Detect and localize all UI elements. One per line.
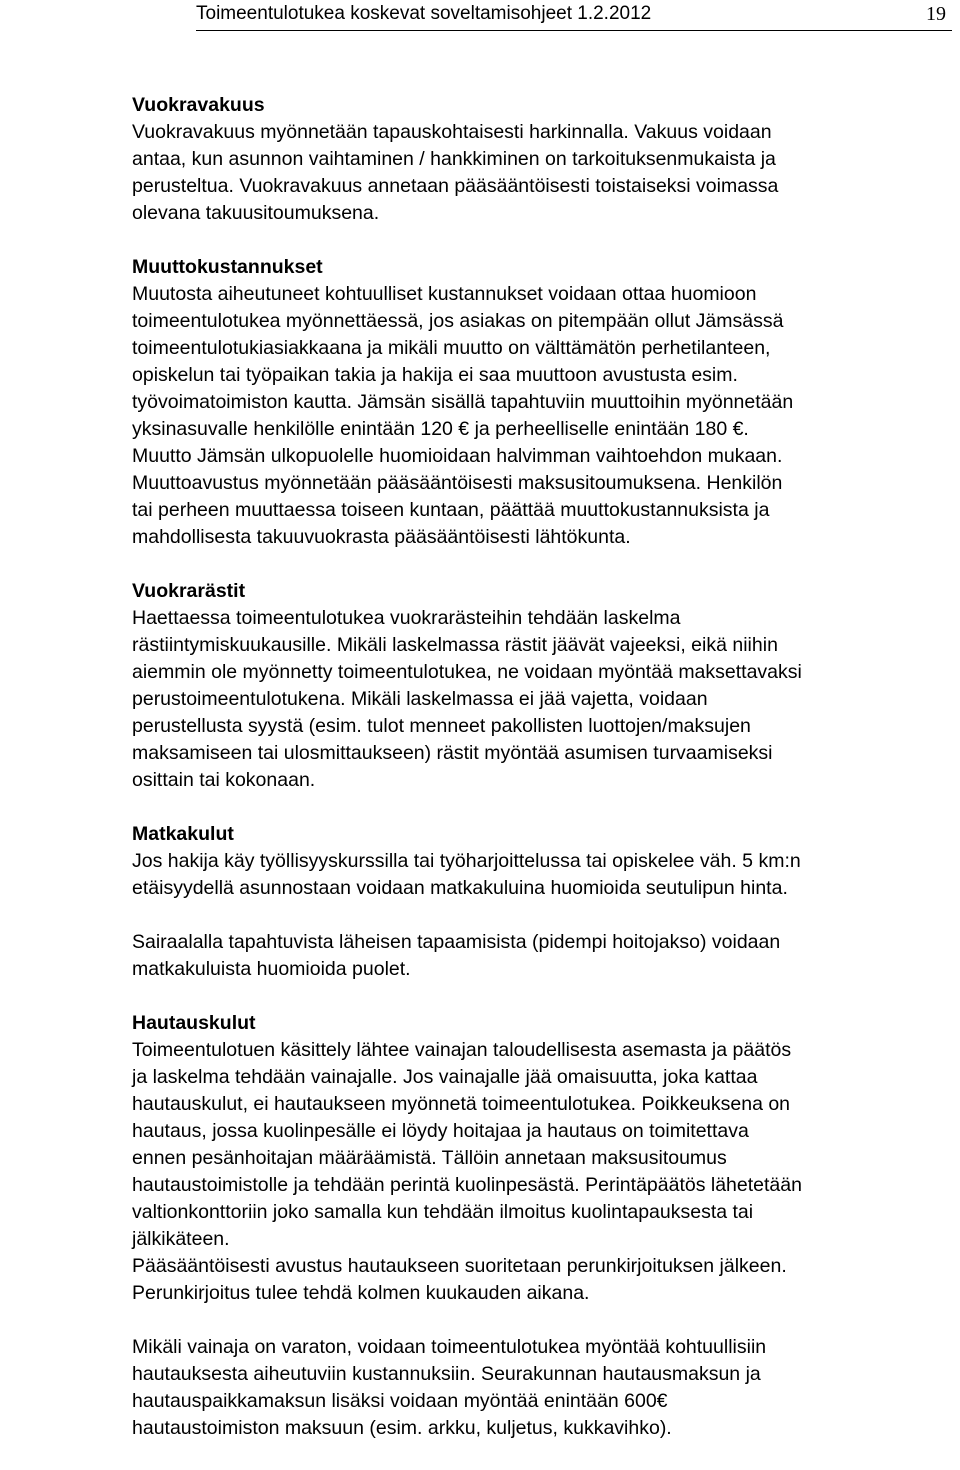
- section-matkakulut: [132, 821, 944, 902]
- paragraph: Jos hakija käy työllisyyskurssilla tai työharjoittelussa tai opiskelee väh. 5 km:n etäisyydellä asunnostaan voidaan matkakuluina huomioida seutulipun hinta.: [132, 850, 801, 899]
- section-heading: Muuttokustannukset: [132, 256, 323, 278]
- paragraph: Vuokravakuus myönnetään tapauskohtaisesti harkinnalla. Vakuus voidaan antaa, kun asunnon vaihtaminen / hankkiminen on tarkoituksenmukaista ja perusteltua. Vuokravakuus annetaan pääsääntöisesti toistaiseksi voimassa olevana takuusitoumuksena.: [132, 121, 779, 224]
- paragraph: Pääsääntöisesti avustus hautaukseen suoritetaan perunkirjoituksen jälkeen. Perunkirjoitus tulee tehdä kolmen kuukauden aikana.: [132, 1255, 787, 1304]
- section-vuokravakuus: [132, 92, 944, 227]
- section-vuokrarastit: [132, 578, 944, 794]
- section-heading: Hautauskulut: [132, 1012, 256, 1034]
- paragraph: Haettaessa toimeentulotukea vuokrarästeihin tehdään laskelma rästiintymiskuukausille. Mikäli laskelmassa rästit jäävät vajeeksi, eikä niihin aiemmin ole myönnetty toimeentulotukea, ne voidaan myöntää maksettavaksi perustoimeentulotukena. Mikäli laskelmassa ei jää vajetta, voidaan perustellusta syystä (esim. tulot menneet pakollisten luottojen/maksujen maksamiseen tai ulosmittaukseen) rästit myöntää asumisen turvaamiseksi osittain tai kokonaan.: [132, 607, 802, 791]
- paragraph: Sairaalalla tapahtuvista läheisen tapaamisista (pidempi hoitojakso) voidaan matkakuluista huomioida puolet.: [132, 931, 781, 980]
- section-muuttokustannukset: [132, 254, 944, 551]
- paragraph: Muutosta aiheutuneet kohtuulliset kustannukset voidaan ottaa huomioon toimeentulotukea myönnettäessä, jos asiakas on pitempään ollut Jämsässä toimeentulotukiasiakkaana ja mikäli muutto on välttämätön perhetilanteen, opiskelun tai työpaikan takia ja hakija ei saa muuttoon avustusta esim. työvoimatoimiston kautta. Jämsän sisällä tapahtuviin muuttoihin myönnetään yksinasuvalle henkilölle enintään 120 € ja perheelliselle enintään 180 €. Muutto Jämsän ulkopuolelle huomioidaan halvimman vaihtoehdon mukaan. Muuttoavustus myönnetään pääsääntöisesti maksusitoumuksena. Henkilön tai perheen muuttaessa toiseen kuntaan, päättää muuttokustannuksista ja mahdollisesta takuuvuokrasta pääsääntöisesti lähtökunta.: [132, 283, 794, 548]
- section-hautauskulut-varaton: [132, 1334, 944, 1442]
- section-hautauskulut: [132, 1010, 944, 1307]
- section-matkakulut-sairaala: [132, 929, 944, 983]
- section-heading: Vuokrarästit: [132, 580, 246, 602]
- paragraph: Mikäli vainaja on varaton, voidaan toimeentulotukea myöntää kohtuullisiin hautauksesta aiheutuviin kustannuksiin. Seurakunnan hautausmaksun ja hautauspaikkamaksun lisäksi voidaan myöntää enintään 600€ hautaustoimiston maksuun (esim. arkku, kuljetus, kukkavihko).: [132, 1336, 767, 1439]
- header-title: Toimeentulotukea koskevat soveltamisohjeet 1.2.2012: [196, 3, 652, 24]
- page-number: 19: [926, 3, 946, 25]
- section-heading: Matkakulut: [132, 823, 234, 845]
- section-heading: Vuokravakuus: [132, 94, 265, 116]
- document-body: [132, 92, 944, 1469]
- page-header: [196, 0, 952, 31]
- paragraph: Toimeentulotuen käsittely lähtee vainajan taloudellisesta asemasta ja päätös ja laskelma tehdään vainajalle. Jos vainajalle jää omaisuutta, joka kattaa hautauskulut, ei hautaukseen myönnetä toimeentulotukea. Poikkeuksena on hautaus, jossa kuolinpesälle ei löydy hoitajaa ja hautaus on toimitettava ennen pesänhoitajan määräämistä. Tällöin annetaan maksusitoumus hautaustoimistolle ja tehdään perintä kuolinpesästä. Perintäpäätös lähetetään valtionkonttoriin joko samalla kun tehdään ilmoitus kuolintapauksesta tai jälkikäteen.: [132, 1039, 802, 1250]
